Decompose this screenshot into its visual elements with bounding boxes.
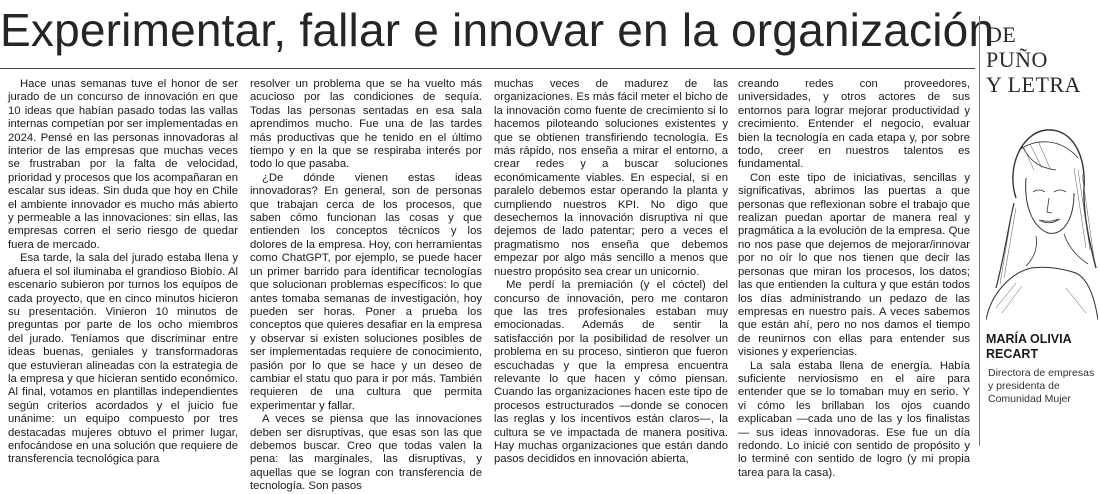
- paragraph: creando redes con proveedores, universidades, y otros actores de sus entornos para lograr mejorar productividad y crecimiento. Entender el negocio, evaluar bien la tecnología en cada etapa y, por sobre todo, creer en nuestros talentos es fundamental.: [738, 78, 970, 171]
- paragraph: muchas veces de madurez de las organizaciones. Es más fácil meter el bicho de la innovación como fuente de crecimiento si lo hacemos piloteando soluciones existentes y que se obtienen transfiriendo tecnología. Es más rápido, nos enseña a mirar el entorno, a crear redes y a buscar soluciones económicamente viables. En especial, si en paralelo debemos estar operando la planta y cumpliendo nuestros KPI. No digo que desechemos la innovación disruptiva ni que dejemos de lado patentar; pero a veces el pragmatismo nos enseña que debemos empezar por algo más sencillo a menos que nuestro propósito sea crear un unicornio.: [494, 78, 728, 278]
- headline-rule: [0, 68, 975, 69]
- paragraph: La sala estaba llena de energía. Había suficiente nerviosismo en el aire para entender que se lo tomaban muy en serio. Y vi cómo les brillaban los ojos cuando explicaban —cada uno de las y los finalistas— sus ideas innovadoras. Ese fue un día redondo. Lo inicié con sentido de propósito y lo terminé con sentido de logro (y mi propia tarea para la casa).: [738, 359, 970, 479]
- paragraph: resolver un problema que se ha vuelto más acucioso por las condiciones de sequía. Todas las personas sentadas en esa sala aprendimos mucho. Fue una de las tardes más productivas que he tenido en el último tiempo y en la que se respiraba interés por todo lo que pasaba.: [250, 78, 482, 171]
- section-title: [986, 22, 1098, 97]
- article-column-4: [738, 78, 970, 480]
- section-title-line: DE: [986, 22, 1017, 47]
- paragraph: Esa tarde, la sala del jurado estaba llena y afuera el sol iluminaba el grandioso Biobío. Al escenario subieron por turnos los equipos de cada proyecto, que en cinco minutos hicieron su presentación. Vinieron 10 minutos de preguntas por parte de los ocho miembros del jurado. Teníamos que discriminar entre ideas buenas, geniales y transformadoras que estuvieran alineadas con la estrategia de la empresa y que hicieran sentido económico. Al final, votamos en plantillas independientes según criterios acordados y el juicio fue unánime: un equipo compuesto por tres destacadas mujeres obtuvo el primer lugar, enfocándose en una solución que requiere de transferencia tecnológica para: [8, 252, 238, 466]
- column-divider: [979, 16, 980, 446]
- author-role-line: Comunidad Mujer: [988, 393, 1071, 405]
- paragraph: A veces se piensa que las innovaciones deben ser disruptivas, que esas son las que debemos buscar. Creo que todas valen la pena: las marginales, las disruptivas, y aquellas que se logran con transferencia de tecnología. Son pasos: [250, 413, 482, 493]
- paragraph: Con este tipo de iniciativas, sencillas y significativas, abrimos las puertas a que personas que reflexionan sobre el trabajo que realizan puedan aportar de manera real y pragmática a la evolución de la empresa. Que no nos pase que dejemos de mejorar/innovar por no oír lo que nos tienen que decir las personas que miran los procesos, los datos; las que entienden la cultura y que están todos los días administrando un pedazo de las empresas en nuestro país. A veces sabemos que están ahí, pero no nos damos el tiempo de reunirnos con ellas para entender sus visiones y experiencias.: [738, 171, 970, 359]
- author-name-line: RECART: [986, 347, 1039, 361]
- author-portrait-illustration: [986, 108, 1098, 320]
- paragraph: ¿De dónde vienen estas ideas innovadoras? En general, son de personas que trabajan cerca de los procesos, que saben cómo funcionan las cosas y que entienden los conceptos técnicos y los dolores de la empresa. Hoy, con herramientas como ChatGPT, por ejemplo, se puede hacer un primer barrido para identificar tecnologías que solucionan problemas específicos: lo que antes tomaba semanas de investigación, hoy pueden ser horas. Poner a prueba los conceptos que quieres desafiar en la empresa y observar si existen soluciones posibles de ser implementadas requiere de conocimiento, pasión por lo que se hace y un deseo de cambiar el statu quo para ir por más. También requieren de una cultura que permita experimentar y fallar.: [250, 171, 482, 412]
- article-column-2: [250, 78, 482, 494]
- author-name: [986, 332, 1098, 362]
- paragraph: Hace unas semanas tuve el honor de ser jurado de un concurso de innovación en que 10 ideas que habían pasado todas las vallas internas competían por ser implementadas en 2024. Pensé en las personas innovadoras al interior de las empresas que muchas veces se frustraban por la falta de velocidad, prioridad y procesos que los acompañaran en escalar sus ideas. Sin duda que hoy en Chile el ambiente innovador es mucho más abierto y permeable a las innovaciones: sin ellas, las empresas corren el serio riesgo de quedar fuera de mercado.: [8, 78, 238, 251]
- author-role-line: Directora de empresas: [988, 367, 1095, 379]
- headline: Experimentar, fallar e innovar en la organización: [0, 4, 995, 56]
- section-title-line: Y LETRA: [986, 72, 1081, 97]
- article-column-1: [8, 78, 238, 467]
- section-title-line: PUÑO: [986, 47, 1048, 72]
- author-role-line: y presidenta de: [988, 380, 1060, 392]
- author-name-line: MARÍA OLIVIA: [986, 332, 1072, 346]
- article-column-3: [494, 78, 728, 467]
- paragraph: Me perdí la premiación (y el cóctel) del concurso de innovación, pero me contaron que las tres profesionales estaban muy emocionadas. Además de sentir la satisfacción por la posibilidad de resolver un problema en su proceso, sintieron que fueron escuchadas y que la empresa encuentra relevante lo que hacen y cómo piensan. Cuando las organizaciones hacen este tipo de procesos estructurados —donde se conocen las reglas y los incentivos están claros—, la cultura se ve impactada de manera positiva. Hay muchas organizaciones que están dando pasos decididos en innovación abierta,: [494, 279, 728, 466]
- author-role: [988, 367, 1098, 406]
